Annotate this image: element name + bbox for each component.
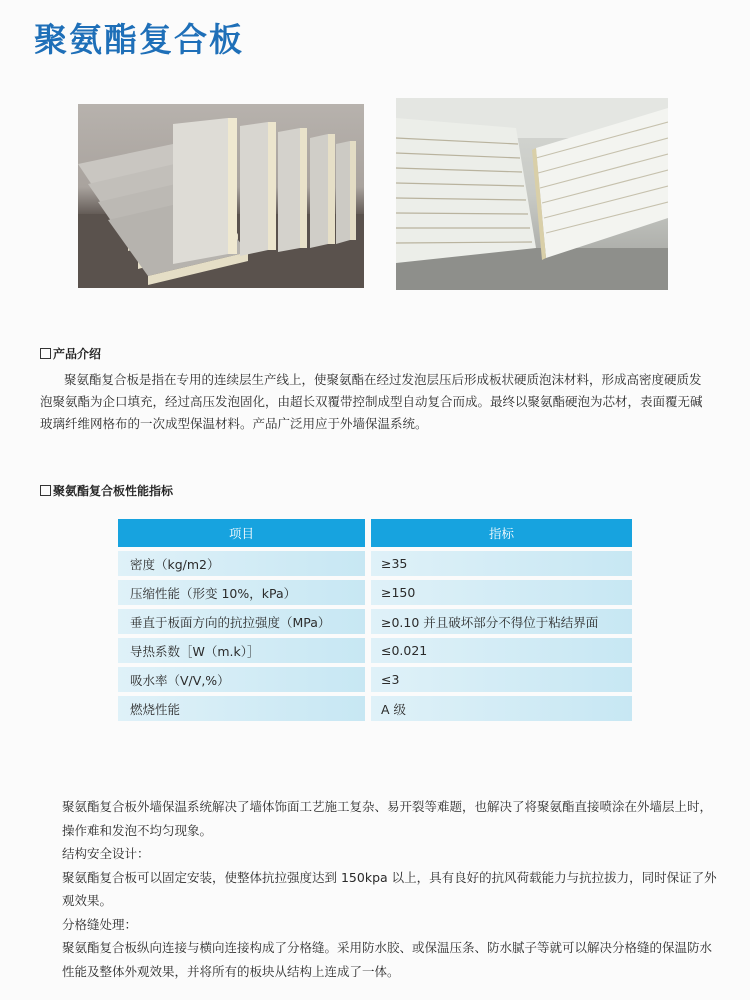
warehouse-panels-photo — [396, 98, 668, 290]
cell-value: A 级 — [371, 696, 632, 721]
joint-treatment-heading: 分格缝处理： — [62, 916, 138, 932]
structural-safety-heading: 结构安全设计： — [62, 846, 150, 861]
checkbox-square-icon — [40, 348, 51, 359]
table-row — [118, 551, 632, 576]
cell-item: 垂直于板面方向的抗拉强度（MPa） — [118, 609, 365, 634]
cell-value: ≥35 — [371, 551, 632, 576]
cell-value: ≤0.021 — [371, 638, 632, 663]
cell-value: ≥0.10 并且破坏部分不得位于粘结界面 — [371, 609, 632, 634]
cell-item: 压缩性能（形变 10%，kPa） — [118, 580, 365, 605]
performance-spec-table — [112, 515, 638, 725]
structural-safety-paragraph: 聚氨酯复合板可以固定安装，使整体抗拉强度达到 150kpa 以上，具有良好的抗风荷载能力与抗拉拔力，同时保证了外观效果。 — [62, 869, 717, 908]
column-header-value: 指标 — [371, 519, 632, 547]
cell-item: 燃烧性能 — [118, 696, 365, 721]
product-intro-paragraph: 聚氨酯复合板是指在专用的连续层生产线上，使聚氨酯在经过发泡层压后形成板状硬质泡沫材料，形成高密度硬质发泡聚氨酯为企口填充，经过高压发泡固化，由超长双覆带控制成型自动复合而成。最终以聚氨酯硬泡为芯材，表面覆无碱玻璃纤维网格布的一次成型保温材料。产品广泛用应于外墙保温系统。 — [40, 372, 703, 431]
system-advantage-paragraph: 聚氨酯复合板外墙保温系统解决了墙体饰面工艺施工复杂、易开裂等难题，也解决了将聚氨酯直接喷涂在外墙层上时，操作难和发泡不均匀现象。 — [62, 799, 713, 838]
cell-value: ≥150 — [371, 580, 632, 605]
table-row — [118, 580, 632, 605]
description-body — [62, 795, 722, 983]
table-header-row — [118, 519, 632, 547]
column-header-item: 项目 — [118, 519, 365, 547]
cell-item: 吸水率（V/V,%） — [118, 667, 365, 692]
cell-item: 密度（kg/m2） — [118, 551, 365, 576]
joint-treatment-paragraph: 聚氨酯复合板纵向连接与横向连接构成了分格缝。采用防水胶、或保温压条、防水腻子等就可以解决分格缝的保温防水性能及整体外观效果，并将所有的板块从结构上连成了一体。 — [62, 940, 713, 979]
table-row — [118, 638, 632, 663]
table-row — [118, 609, 632, 634]
stacked-panels-photo — [78, 104, 364, 288]
table-row — [118, 696, 632, 721]
cell-value: ≤3 — [371, 667, 632, 692]
table-row — [118, 667, 632, 692]
section-heading-product-intro: 产品介绍 — [40, 345, 101, 362]
section-heading-specs: 聚氨酯复合板性能指标 — [40, 482, 173, 499]
page-title: 聚氨酯复合板 — [34, 20, 244, 59]
checkbox-square-icon — [40, 485, 51, 496]
cell-item: 导热系数［W（m.k）］ — [118, 638, 365, 663]
